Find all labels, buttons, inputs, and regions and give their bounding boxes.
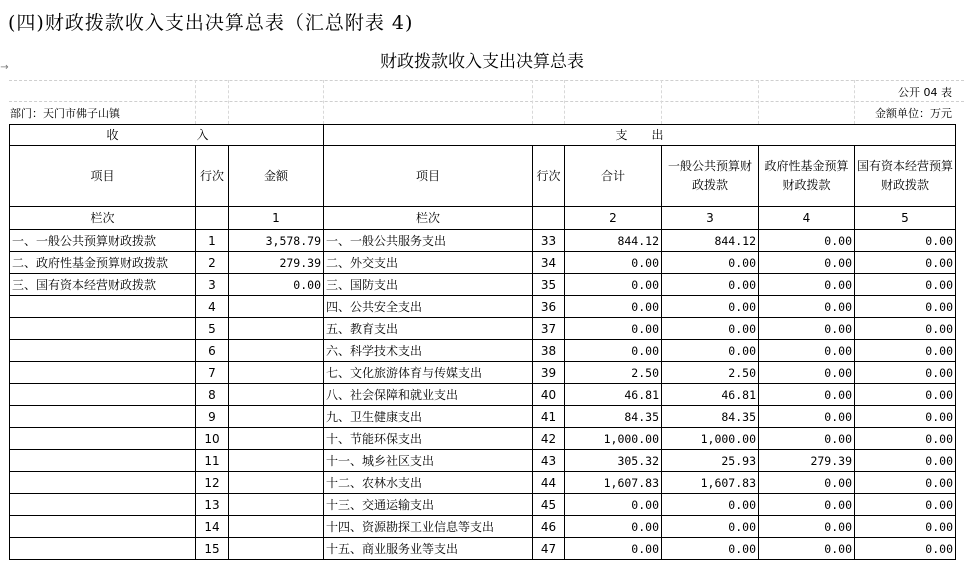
lanci-col-1: 1 <box>229 207 324 230</box>
state-capital-cell: 0.00 <box>855 538 956 560</box>
income-item-cell <box>10 318 196 340</box>
table-row <box>10 362 956 384</box>
gov-fund-cell: 0.00 <box>759 296 855 318</box>
table-row <box>10 230 956 252</box>
income-line-no-cell: 11 <box>196 450 229 472</box>
expense-line-no-cell: 37 <box>533 318 565 340</box>
col-general-budget: 一般公共预算财政拨款 <box>662 146 759 207</box>
gov-fund-cell: 279.39 <box>759 450 855 472</box>
expense-item-cell: 十一、城乡社区支出 <box>324 450 533 472</box>
income-amount-cell <box>229 362 324 384</box>
state-capital-cell: 0.00 <box>855 450 956 472</box>
lanci-col-2: 2 <box>565 207 662 230</box>
state-capital-cell: 0.00 <box>855 472 956 494</box>
income-line-no-cell: 2 <box>196 252 229 274</box>
income-item-cell <box>10 472 196 494</box>
gov-fund-cell: 0.00 <box>759 428 855 450</box>
income-line-no-cell: 9 <box>196 406 229 428</box>
income-amount-cell <box>229 516 324 538</box>
state-capital-cell: 0.00 <box>855 362 956 384</box>
expense-item-cell: 八、社会保障和就业支出 <box>324 384 533 406</box>
expense-line-no-cell: 36 <box>533 296 565 318</box>
total-cell: 0.00 <box>565 340 662 362</box>
gridline <box>854 80 855 124</box>
general-budget-cell: 844.12 <box>662 230 759 252</box>
income-amount-cell <box>229 406 324 428</box>
total-cell: 0.00 <box>565 274 662 296</box>
total-cell: 0.00 <box>565 296 662 318</box>
income-item-cell: 一、一般公共预算财政拨款 <box>10 230 196 252</box>
income-amount-cell: 0.00 <box>229 274 324 296</box>
general-budget-cell: 0.00 <box>662 318 759 340</box>
expense-item-cell: 四、公共安全支出 <box>324 296 533 318</box>
general-budget-cell: 46.81 <box>662 384 759 406</box>
gridline <box>228 80 229 124</box>
lanci-empty <box>196 207 229 230</box>
income-item-cell <box>10 538 196 560</box>
income-amount-cell <box>229 384 324 406</box>
general-budget-cell: 0.00 <box>662 340 759 362</box>
report-title: 财政拨款收入支出决算总表 <box>380 52 584 72</box>
state-capital-cell: 0.00 <box>855 406 956 428</box>
income-header: 收 入 <box>10 125 324 146</box>
expense-item-cell: 十、节能环保支出 <box>324 428 533 450</box>
general-budget-cell: 0.00 <box>662 296 759 318</box>
table-row <box>10 538 956 560</box>
total-cell: 2.50 <box>565 362 662 384</box>
expense-line-no-cell: 33 <box>533 230 565 252</box>
income-item-cell <box>10 340 196 362</box>
table-row <box>10 472 956 494</box>
gridline <box>661 80 662 124</box>
table-row <box>10 252 956 274</box>
income-line-no-cell: 7 <box>196 362 229 384</box>
income-item-cell <box>10 296 196 318</box>
income-item-cell <box>10 450 196 472</box>
col-income-line-no: 行次 <box>196 146 229 207</box>
gridline <box>195 80 196 124</box>
general-budget-cell: 1,607.83 <box>662 472 759 494</box>
lanci-label-right: 栏次 <box>324 207 533 230</box>
income-line-no-cell: 14 <box>196 516 229 538</box>
lanci-label-left: 栏次 <box>10 207 196 230</box>
general-budget-cell: 25.93 <box>662 450 759 472</box>
total-cell: 0.00 <box>565 494 662 516</box>
table-row <box>10 274 956 296</box>
total-cell: 46.81 <box>565 384 662 406</box>
expense-line-no-cell: 41 <box>533 406 565 428</box>
table-row <box>10 516 956 538</box>
expense-line-no-cell: 46 <box>533 516 565 538</box>
general-budget-cell: 0.00 <box>662 538 759 560</box>
income-line-no-cell: 10 <box>196 428 229 450</box>
state-capital-cell: 0.00 <box>855 274 956 296</box>
income-amount-cell <box>229 538 324 560</box>
expense-item-cell: 五、教育支出 <box>324 318 533 340</box>
col-state-capital: 国有资本经营预算财政拨款 <box>855 146 956 207</box>
total-cell: 0.00 <box>565 516 662 538</box>
expense-line-no-cell: 45 <box>533 494 565 516</box>
general-budget-cell: 0.00 <box>662 274 759 296</box>
gov-fund-cell: 0.00 <box>759 472 855 494</box>
row-expand-arrow-icon[interactable]: → <box>0 62 9 73</box>
col-expense-item: 项目 <box>324 146 533 207</box>
table-row <box>10 406 956 428</box>
state-capital-cell: 0.00 <box>855 252 956 274</box>
table-row <box>10 450 956 472</box>
gov-fund-cell: 0.00 <box>759 274 855 296</box>
state-capital-cell: 0.00 <box>855 516 956 538</box>
page-heading: (四)财政拨款收入支出决算总表（汇总附表 4) <box>8 12 414 34</box>
lanci-col-4: 4 <box>759 207 855 230</box>
expense-line-no-cell: 39 <box>533 362 565 384</box>
lanci-col-5: 5 <box>855 207 956 230</box>
gov-fund-cell: 0.00 <box>759 340 855 362</box>
gridline <box>323 80 324 124</box>
income-amount-cell: 3,578.79 <box>229 230 324 252</box>
expense-line-no-cell: 43 <box>533 450 565 472</box>
expense-item-cell: 十三、交通运输支出 <box>324 494 533 516</box>
budget-summary-table <box>9 124 956 560</box>
expense-line-no-cell: 42 <box>533 428 565 450</box>
state-capital-cell: 0.00 <box>855 384 956 406</box>
expense-line-no-cell: 44 <box>533 472 565 494</box>
col-expense-line-no: 行次 <box>533 146 565 207</box>
expense-item-cell: 十四、资源勘探工业信息等支出 <box>324 516 533 538</box>
income-item-cell <box>10 494 196 516</box>
table-row <box>10 296 956 318</box>
total-cell: 84.35 <box>565 406 662 428</box>
gridline <box>532 80 533 124</box>
general-budget-cell: 0.00 <box>662 494 759 516</box>
general-budget-cell: 2.50 <box>662 362 759 384</box>
income-item-cell <box>10 428 196 450</box>
amount-unit-label: 金额单位：万元 <box>875 107 952 120</box>
income-amount-cell <box>229 450 324 472</box>
income-line-no-cell: 8 <box>196 384 229 406</box>
table-row <box>10 318 956 340</box>
income-amount-cell <box>229 428 324 450</box>
income-line-no-cell: 3 <box>196 274 229 296</box>
general-budget-cell: 0.00 <box>662 516 759 538</box>
expense-line-no-cell: 38 <box>533 340 565 362</box>
gridline <box>9 80 964 81</box>
total-cell: 0.00 <box>565 252 662 274</box>
gov-fund-cell: 0.00 <box>759 230 855 252</box>
gov-fund-cell: 0.00 <box>759 318 855 340</box>
gridline <box>758 80 759 124</box>
income-amount-cell <box>229 296 324 318</box>
income-amount-cell <box>229 318 324 340</box>
form-number: 公开 04 表 <box>898 86 952 99</box>
income-item-cell <box>10 516 196 538</box>
income-amount-cell: 279.39 <box>229 252 324 274</box>
expense-item-cell: 七、文化旅游体育与传媒支出 <box>324 362 533 384</box>
income-item-cell: 三、国有资本经营财政拨款 <box>10 274 196 296</box>
state-capital-cell: 0.00 <box>855 296 956 318</box>
total-cell: 1,000.00 <box>565 428 662 450</box>
gov-fund-cell: 0.00 <box>759 384 855 406</box>
state-capital-cell: 0.00 <box>855 428 956 450</box>
gridline <box>9 101 964 102</box>
col-income-amount: 金额 <box>229 146 324 207</box>
income-line-no-cell: 5 <box>196 318 229 340</box>
general-budget-cell: 84.35 <box>662 406 759 428</box>
income-item-cell <box>10 406 196 428</box>
income-line-no-cell: 13 <box>196 494 229 516</box>
expense-item-cell: 十五、商业服务业等支出 <box>324 538 533 560</box>
total-cell: 844.12 <box>565 230 662 252</box>
expense-item-cell: 六、科学技术支出 <box>324 340 533 362</box>
income-line-no-cell: 4 <box>196 296 229 318</box>
expense-header: 支 出 <box>324 125 956 146</box>
expense-item-cell: 九、卫生健康支出 <box>324 406 533 428</box>
col-gov-fund: 政府性基金预算财政拨款 <box>759 146 855 207</box>
gov-fund-cell: 0.00 <box>759 494 855 516</box>
general-budget-cell: 0.00 <box>662 252 759 274</box>
expense-line-no-cell: 40 <box>533 384 565 406</box>
state-capital-cell: 0.00 <box>855 340 956 362</box>
income-amount-cell <box>229 494 324 516</box>
expense-item-cell: 十二、农林水支出 <box>324 472 533 494</box>
income-amount-cell <box>229 472 324 494</box>
expense-line-no-cell: 34 <box>533 252 565 274</box>
income-amount-cell <box>229 340 324 362</box>
income-line-no-cell: 6 <box>196 340 229 362</box>
expense-item-cell: 二、外交支出 <box>324 252 533 274</box>
state-capital-cell: 0.00 <box>855 318 956 340</box>
department-label: 部门：天门市佛子山镇 <box>10 107 120 120</box>
total-cell: 0.00 <box>565 538 662 560</box>
state-capital-cell: 0.00 <box>855 494 956 516</box>
gov-fund-cell: 0.00 <box>759 516 855 538</box>
general-budget-cell: 1,000.00 <box>662 428 759 450</box>
state-capital-cell: 0.00 <box>855 230 956 252</box>
income-line-no-cell: 12 <box>196 472 229 494</box>
expense-item-cell: 三、国防支出 <box>324 274 533 296</box>
income-line-no-cell: 1 <box>196 230 229 252</box>
expense-item-cell: 一、一般公共服务支出 <box>324 230 533 252</box>
gridline <box>564 80 565 124</box>
table-row <box>10 340 956 362</box>
table-row <box>10 428 956 450</box>
income-line-no-cell: 15 <box>196 538 229 560</box>
lanci-col-3: 3 <box>662 207 759 230</box>
col-total: 合计 <box>565 146 662 207</box>
income-item-cell <box>10 384 196 406</box>
income-item-cell <box>10 362 196 384</box>
total-cell: 1,607.83 <box>565 472 662 494</box>
gov-fund-cell: 0.00 <box>759 362 855 384</box>
expense-line-no-cell: 35 <box>533 274 565 296</box>
expense-line-no-cell: 47 <box>533 538 565 560</box>
table-row <box>10 384 956 406</box>
total-cell: 0.00 <box>565 318 662 340</box>
gov-fund-cell: 0.00 <box>759 252 855 274</box>
col-income-item: 项目 <box>10 146 196 207</box>
income-item-cell: 二、政府性基金预算财政拨款 <box>10 252 196 274</box>
gov-fund-cell: 0.00 <box>759 538 855 560</box>
gov-fund-cell: 0.00 <box>759 406 855 428</box>
lanci-empty <box>533 207 565 230</box>
table-row <box>10 494 956 516</box>
total-cell: 305.32 <box>565 450 662 472</box>
